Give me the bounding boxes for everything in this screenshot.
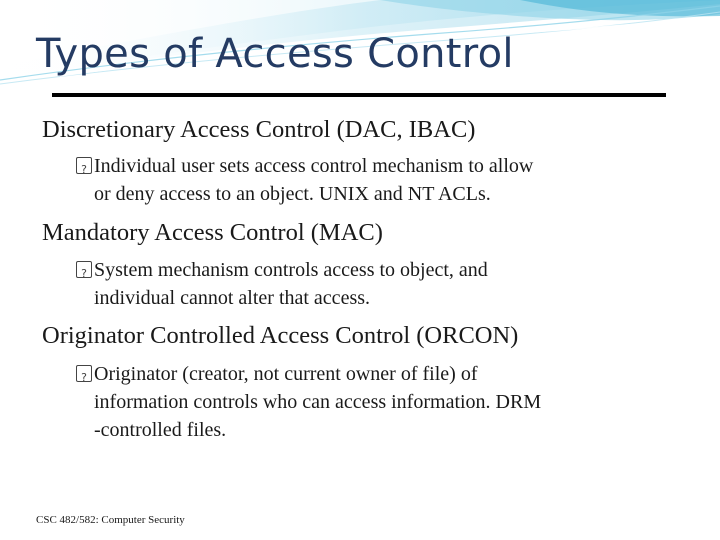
slide-footer: CSC 482/582: Computer Security xyxy=(36,514,185,526)
bullet-line xyxy=(76,152,696,180)
section-heading-dac: Discretionary Access Control (DAC, IBAC) xyxy=(42,116,476,143)
section-bullet-dac xyxy=(76,152,696,208)
bullet-icon xyxy=(76,261,92,278)
bullet-line-continuation: information controls who can access information. DRM xyxy=(94,391,542,413)
bullet-line-continuation: or deny access to an object. UNIX and NT ACLs. xyxy=(94,183,491,205)
bullet-line xyxy=(76,360,696,388)
section-bullet-orcon xyxy=(76,360,696,444)
slide-title: Types of Access Control xyxy=(36,31,514,77)
bullet-line-continuation: individual cannot alter that access. xyxy=(94,287,371,309)
bullet-line-continuation: -controlled files. xyxy=(94,419,227,441)
section-bullet-mac xyxy=(76,256,696,312)
title-underline xyxy=(52,93,666,97)
bullet-text: Originator (creator, not current owner of file) of xyxy=(94,363,478,385)
bullet-icon xyxy=(76,157,92,174)
bullet-icon xyxy=(76,365,92,382)
bullet-line xyxy=(76,256,696,284)
section-heading-mac: Mandatory Access Control (MAC) xyxy=(42,219,383,246)
bullet-text: Individual user sets access control mechanism to allow xyxy=(94,155,534,177)
section-heading-orcon: Originator Controlled Access Control (ORCON) xyxy=(42,322,519,349)
bullet-text: System mechanism controls access to object, and xyxy=(94,259,488,281)
